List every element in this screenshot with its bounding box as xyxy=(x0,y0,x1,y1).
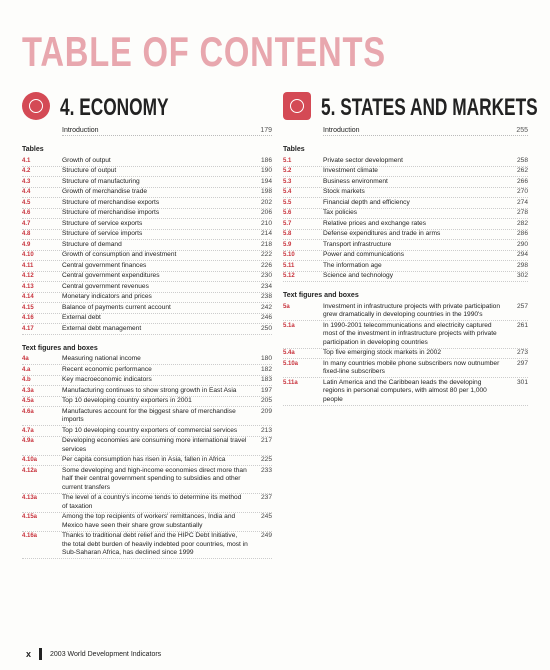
toc-entry[interactable] xyxy=(22,355,272,366)
entry-num: 4.10 xyxy=(22,252,34,258)
economy-header xyxy=(22,92,272,126)
entry-num: 4.15a xyxy=(22,514,38,520)
entry-num: 4.3a xyxy=(22,387,34,394)
entry-num: 4.5 xyxy=(22,199,31,206)
toc-entry[interactable] xyxy=(22,494,272,513)
economy-section xyxy=(22,92,272,559)
entry-label: In many countries mobile phone subscribers now outnumber fixed-line subscribers xyxy=(323,359,500,375)
toc-entry[interactable] xyxy=(283,272,528,283)
entry-num: 4.4 xyxy=(22,189,31,195)
toc-entry[interactable] xyxy=(283,321,528,349)
entry-num: 5.4 xyxy=(283,189,292,195)
entry-label: Stock markets xyxy=(323,188,365,195)
entry-label: Developing economies are consuming more international travel services xyxy=(62,437,247,453)
entry-label: Power and communications xyxy=(323,251,404,258)
entry-num: 5.9 xyxy=(283,241,292,248)
entry-page: 250 xyxy=(260,324,272,332)
entry-num: 5.6 xyxy=(283,210,292,216)
entry-label: Defense expenditures and trade in arms xyxy=(323,230,441,237)
entry-label: Structure of service exports xyxy=(62,219,143,227)
entry-label: Key macroeconomic indicators xyxy=(62,376,152,383)
toc-entry[interactable] xyxy=(22,303,272,314)
entry-label: Structure of manufacturing xyxy=(62,177,140,185)
toc-entry[interactable] xyxy=(22,282,272,293)
entry-page: 180 xyxy=(260,355,272,362)
toc-entry[interactable] xyxy=(22,240,272,251)
entry-label: Manufacturing continues to show strong growth in East Asia xyxy=(62,386,237,394)
entry-label: Growth of merchandise trade xyxy=(62,188,148,195)
toc-entry[interactable] xyxy=(283,240,528,251)
states-boxes-heading: Text figures and boxes xyxy=(283,292,359,299)
entry-label: Investment climate xyxy=(323,167,378,174)
footer xyxy=(26,648,161,660)
toc-entry[interactable] xyxy=(283,359,528,378)
entry-label: External debt management xyxy=(62,324,142,332)
entry-num: 5.8 xyxy=(283,231,292,237)
entry-num: 4.8 xyxy=(22,231,31,237)
entry-page: 258 xyxy=(516,156,528,164)
entry-label: Recent economic performance xyxy=(62,365,152,373)
entry-label: External debt xyxy=(62,314,101,321)
entry-page: 274 xyxy=(516,198,528,206)
entry-page: 286 xyxy=(516,230,528,237)
entry-num: 4.16a xyxy=(22,533,38,539)
entry-label: Relative prices and exchange rates xyxy=(323,219,426,227)
entry-num: 4.7a xyxy=(22,427,34,434)
states-tables-heading: Tables xyxy=(283,146,305,153)
entry-page: 230 xyxy=(260,272,272,279)
entry-label: Latin America and the Caribbean leads the developing regions in personal computers, with almost 80 per 1,000 people xyxy=(323,378,487,403)
entry-num: 4.5a xyxy=(22,398,34,404)
toc-entry[interactable] xyxy=(283,198,528,209)
entry-page: 182 xyxy=(260,365,272,373)
entry-num: 4.12 xyxy=(22,273,34,279)
economy-title: 4. ECONOMY xyxy=(60,94,169,121)
entry-num: 5.4a xyxy=(283,350,295,356)
entry-page: 202 xyxy=(260,198,272,206)
entry-num: 4.9a xyxy=(22,438,34,444)
entry-label: Some developing and high-income economies direct more than half their central government spending to subsidies and other current transfers xyxy=(62,466,247,491)
entry-page: 273 xyxy=(516,349,528,356)
entry-page: 249 xyxy=(260,532,272,539)
economy-boxes-heading: Text figures and boxes xyxy=(22,344,98,352)
entry-label: Financial depth and efficiency xyxy=(323,198,410,206)
entry-page: 238 xyxy=(260,293,272,300)
toc-entry[interactable] xyxy=(22,272,272,283)
page-marker: x xyxy=(26,649,32,659)
entry-label: Central government revenues xyxy=(62,282,149,290)
entry-num: 4.15 xyxy=(22,304,34,311)
entry-page: 209 xyxy=(260,407,272,415)
states-building-icon xyxy=(283,92,311,120)
entry-num: 5.11a xyxy=(283,379,298,386)
entry-num: 4.17 xyxy=(22,325,34,332)
entry-num: 4.a xyxy=(22,366,31,373)
entry-page: 246 xyxy=(260,314,272,321)
toc-entry[interactable] xyxy=(22,456,272,467)
entry-label: Business environment xyxy=(323,177,388,185)
entry-label: Top 10 developing country exporters of commercial services xyxy=(62,426,238,434)
entry-label: Science and technology xyxy=(323,272,394,279)
entry-label: Structure of merchandise exports xyxy=(62,198,160,206)
entry-page: 266 xyxy=(516,177,528,185)
entry-num: 4.13a xyxy=(22,495,38,501)
toc-entry[interactable] xyxy=(22,386,272,397)
entry-label: Structure of service imports xyxy=(62,230,143,237)
toc-entry[interactable] xyxy=(22,376,272,387)
states-header xyxy=(283,92,538,126)
entry-label: Top five emerging stock markets in 2002 xyxy=(323,349,442,356)
toc-entry[interactable] xyxy=(283,209,528,220)
toc-entry[interactable] xyxy=(283,302,528,321)
entry-num: 4.1 xyxy=(22,157,31,164)
entry-num: 5.10a xyxy=(283,360,299,367)
states-intro-label: Introduction xyxy=(323,127,360,134)
toc-entry[interactable] xyxy=(22,167,272,178)
page-title: TABLE OF CONTENTS xyxy=(22,28,386,75)
entry-num: 5.1 xyxy=(283,157,292,164)
publication-name: 2003 World Development Indicators xyxy=(50,650,162,658)
entry-num: 4.11 xyxy=(22,262,34,269)
entry-label: Central government expenditures xyxy=(62,272,160,279)
toc-entry[interactable] xyxy=(22,324,272,335)
entry-page: 218 xyxy=(260,240,272,248)
entry-label: Structure of output xyxy=(62,167,117,174)
entry-num: 5.5 xyxy=(283,199,292,206)
economy-globe-icon xyxy=(22,92,50,120)
toc-entry[interactable] xyxy=(22,466,272,494)
economy-intro-row[interactable] xyxy=(62,126,272,136)
entry-num: 4a xyxy=(22,356,29,362)
toc-entry[interactable] xyxy=(22,437,272,456)
entry-page: 225 xyxy=(260,456,272,463)
entry-page: 183 xyxy=(260,376,272,383)
entry-label: Measuring national income xyxy=(62,355,141,362)
entry-page: 282 xyxy=(516,219,528,227)
entry-label: Tax policies xyxy=(323,209,358,216)
entry-num: 4.13 xyxy=(22,283,34,290)
entry-page: 217 xyxy=(260,437,272,444)
entry-label: Growth of output xyxy=(62,156,111,164)
economy-boxes-list xyxy=(22,355,272,560)
entry-label: The information age xyxy=(323,261,382,269)
toc-entry[interactable] xyxy=(283,230,528,241)
entry-num: 4.7 xyxy=(22,220,31,227)
entry-page: 197 xyxy=(260,386,272,394)
entry-label: Private sector development xyxy=(323,156,403,164)
footer-bar xyxy=(39,648,42,660)
toc-entry[interactable] xyxy=(22,426,272,437)
entry-page: 214 xyxy=(260,230,272,237)
economy-intro-page: 179 xyxy=(260,127,272,134)
entry-num: 4.3 xyxy=(22,178,31,185)
toc-entry[interactable] xyxy=(283,219,528,230)
states-title: 5. STATES AND MARKETS xyxy=(321,94,538,121)
entry-page: 302 xyxy=(516,272,528,279)
entry-page: 242 xyxy=(260,303,272,311)
entry-num: 4.14 xyxy=(22,294,34,300)
entry-page: 190 xyxy=(260,167,272,174)
toc-entry[interactable] xyxy=(22,219,272,230)
toc-entry[interactable] xyxy=(22,365,272,376)
entry-num: 4.9 xyxy=(22,241,31,248)
toc-entry[interactable] xyxy=(283,378,528,406)
entry-num: 5.1a xyxy=(283,322,295,329)
toc-entry[interactable] xyxy=(22,513,272,532)
toc-entry[interactable] xyxy=(22,209,272,220)
entry-page: 294 xyxy=(516,251,528,258)
entry-label: Transport infrastructure xyxy=(323,240,392,248)
toc-entry[interactable] xyxy=(22,230,272,241)
entry-page: 234 xyxy=(260,282,272,290)
entry-label: Balance of payments current account xyxy=(62,303,171,311)
toc-entry[interactable] xyxy=(283,261,528,272)
entry-label: Investment in infrastructure projects with private participation grew dramatically in developing countries in the 1990's xyxy=(323,302,501,318)
entry-page: 210 xyxy=(260,219,272,227)
toc-entry[interactable] xyxy=(283,177,528,188)
entry-page: 237 xyxy=(260,494,272,501)
entry-label: Monetary indicators and prices xyxy=(62,293,152,300)
toc-entry[interactable] xyxy=(22,314,272,325)
entry-label: Growth of consumption and investment xyxy=(62,251,177,258)
entry-label: Structure of demand xyxy=(62,240,122,248)
entry-label: Thanks to traditional debt relief and the HIPC Debt Initiative, the total debt burden of heavily indebted poor countries, most in Sub-Saharan Africa, has declined since 1999 xyxy=(62,532,248,556)
entry-num: 4.6a xyxy=(22,408,34,415)
entry-page: 301 xyxy=(516,378,528,386)
entry-num: 4.12a xyxy=(22,467,38,474)
states-section xyxy=(283,92,538,406)
entry-page: 278 xyxy=(516,209,528,216)
states-tables-list xyxy=(283,156,528,282)
entry-num: 5.2 xyxy=(283,168,292,174)
toc-entry[interactable] xyxy=(22,397,272,408)
entry-num: 4.b xyxy=(22,377,31,383)
entry-num: 4.6 xyxy=(22,210,31,216)
toc-entry[interactable] xyxy=(283,156,528,167)
toc-entry[interactable] xyxy=(283,251,528,262)
entry-page: 205 xyxy=(260,397,272,404)
entry-page: 198 xyxy=(260,188,272,195)
entry-page: 222 xyxy=(260,251,272,258)
entry-page: 245 xyxy=(260,513,272,520)
entry-num: 4.2 xyxy=(22,168,31,174)
entry-num: 5.10 xyxy=(283,252,295,258)
toc-entry[interactable] xyxy=(283,188,528,199)
entry-page: 194 xyxy=(260,177,272,185)
entry-page: 226 xyxy=(260,261,272,269)
entry-page: 206 xyxy=(260,209,272,216)
entry-page: 298 xyxy=(516,261,528,269)
toc-entry[interactable] xyxy=(283,167,528,178)
entry-page: 213 xyxy=(260,426,272,434)
entry-label: In 1990-2001 telecommunications and electricity captured most of the investment in infrastructure projects with private participation in developing countries xyxy=(323,321,497,346)
toc-entry[interactable] xyxy=(22,177,272,188)
toc-entry[interactable] xyxy=(22,293,272,304)
entry-label: Central government finances xyxy=(62,261,147,269)
toc-entry[interactable] xyxy=(22,251,272,262)
entry-label: Per capita consumption has risen in Asia, fallen in Africa xyxy=(62,456,226,463)
toc-entry[interactable] xyxy=(22,156,272,167)
entry-page: 257 xyxy=(516,302,528,310)
entry-num: 4.10a xyxy=(22,457,38,463)
entry-page: 233 xyxy=(260,466,272,474)
entry-num: 4.16 xyxy=(22,315,34,321)
entry-page: 270 xyxy=(516,188,528,195)
toc-entry[interactable] xyxy=(283,349,528,360)
entry-label: The level of a country's income tends to determine its method of taxation xyxy=(62,494,242,510)
entry-label: Manufactures account for the biggest share of merchandise imports xyxy=(62,407,236,423)
entry-num: 5.7 xyxy=(283,220,292,227)
states-intro-page: 255 xyxy=(516,127,528,134)
toc-entry[interactable] xyxy=(22,188,272,199)
states-intro-row[interactable] xyxy=(323,126,528,136)
entry-page: 290 xyxy=(516,240,528,248)
entry-page: 262 xyxy=(516,167,528,174)
entry-num: 5.3 xyxy=(283,178,292,185)
entry-label: Top 10 developing country exporters in 2001 xyxy=(62,397,192,404)
economy-tables-heading: Tables xyxy=(22,146,44,153)
entry-num: 5a xyxy=(283,303,290,310)
economy-tables-list xyxy=(22,156,272,335)
entry-page: 261 xyxy=(516,321,528,329)
entry-page: 297 xyxy=(516,359,528,367)
entry-label: Among the top recipients of workers' remittances, India and Mexico have seen their share grow substantially xyxy=(62,513,236,529)
toc-entry[interactable] xyxy=(22,407,272,426)
states-boxes-list xyxy=(283,302,528,406)
entry-num: 5.11 xyxy=(283,262,295,269)
entry-label: Structure of merchandise imports xyxy=(62,209,160,216)
entry-page: 186 xyxy=(260,156,272,164)
economy-intro-label: Introduction xyxy=(62,127,99,134)
toc-entry[interactable] xyxy=(22,532,272,560)
entry-num: 5.12 xyxy=(283,273,295,279)
toc-entry[interactable] xyxy=(22,198,272,209)
toc-entry[interactable] xyxy=(22,261,272,272)
